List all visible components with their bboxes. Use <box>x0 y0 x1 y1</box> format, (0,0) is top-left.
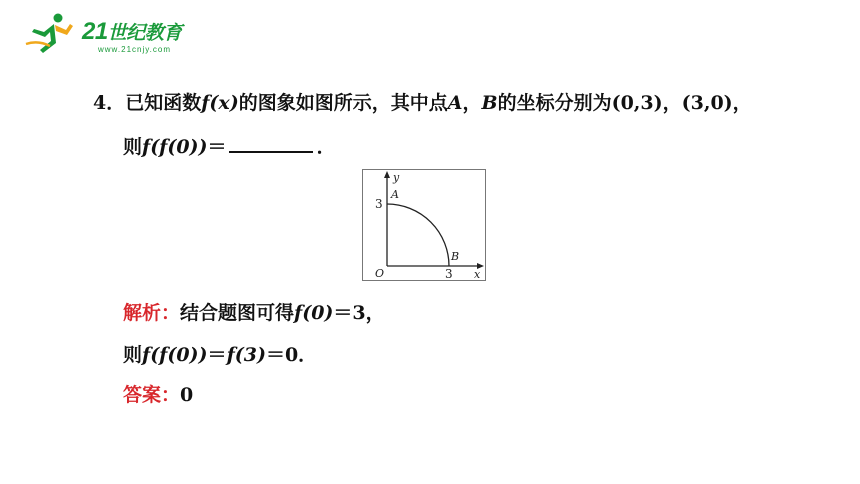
answer-blank <box>229 151 313 153</box>
separator: ， <box>462 92 482 114</box>
site-logo <box>24 10 184 54</box>
y-axis-arrow <box>384 171 390 178</box>
solution-then: 则 <box>123 344 143 366</box>
tick-y-3: 3 <box>375 197 383 211</box>
period: ． <box>316 136 336 158</box>
equals-sign: ＝ <box>207 136 227 158</box>
solution-result-1: ＝3， <box>333 302 385 324</box>
solution-expr-f0: f(0) <box>294 302 334 324</box>
curve-arc <box>387 204 449 266</box>
question-line-2 <box>123 132 336 159</box>
tick-x-3: 3 <box>445 267 453 280</box>
solution-text-1: 结合题图可得 <box>180 302 295 324</box>
answer-label: 答案： <box>123 384 181 406</box>
logo-site: www.21cnjy.com <box>98 45 171 54</box>
question-text-c: 的坐标分别为(0,3)，(3,0)， <box>497 92 752 114</box>
answer-line <box>123 380 193 407</box>
point-b: B <box>481 92 498 114</box>
solution-expr-f3: f(3) <box>226 344 266 366</box>
expression-ff0: f(f(0)) <box>142 136 208 158</box>
label-b: B <box>451 250 460 263</box>
function-graph <box>362 169 486 281</box>
question-number: 4． <box>93 92 126 114</box>
solution-eq: ＝ <box>207 344 227 366</box>
solution-label: 解析： <box>123 302 181 324</box>
question-text-b: 的图象如图所示，其中点 <box>238 92 448 114</box>
question-text-then: 则 <box>123 136 143 158</box>
answer-value: 0 <box>180 384 194 406</box>
y-axis-label: y <box>393 171 400 184</box>
point-a: A <box>447 92 463 114</box>
solution-result-2: ＝0． <box>265 344 318 366</box>
question-text-a: 已知函数 <box>125 92 202 114</box>
solution-expr-ff0: f(f(0)) <box>142 344 208 366</box>
question-line-1 <box>93 88 752 115</box>
function-fx: f(x) <box>201 92 239 114</box>
runner-icon <box>24 10 76 54</box>
solution-line-1 <box>123 298 385 325</box>
x-axis-label: x <box>474 268 481 280</box>
label-a: A <box>391 188 399 201</box>
solution-line-2 <box>123 340 317 367</box>
origin-label: O <box>375 267 385 280</box>
logo-brand: 21世纪教育 <box>82 18 182 45</box>
